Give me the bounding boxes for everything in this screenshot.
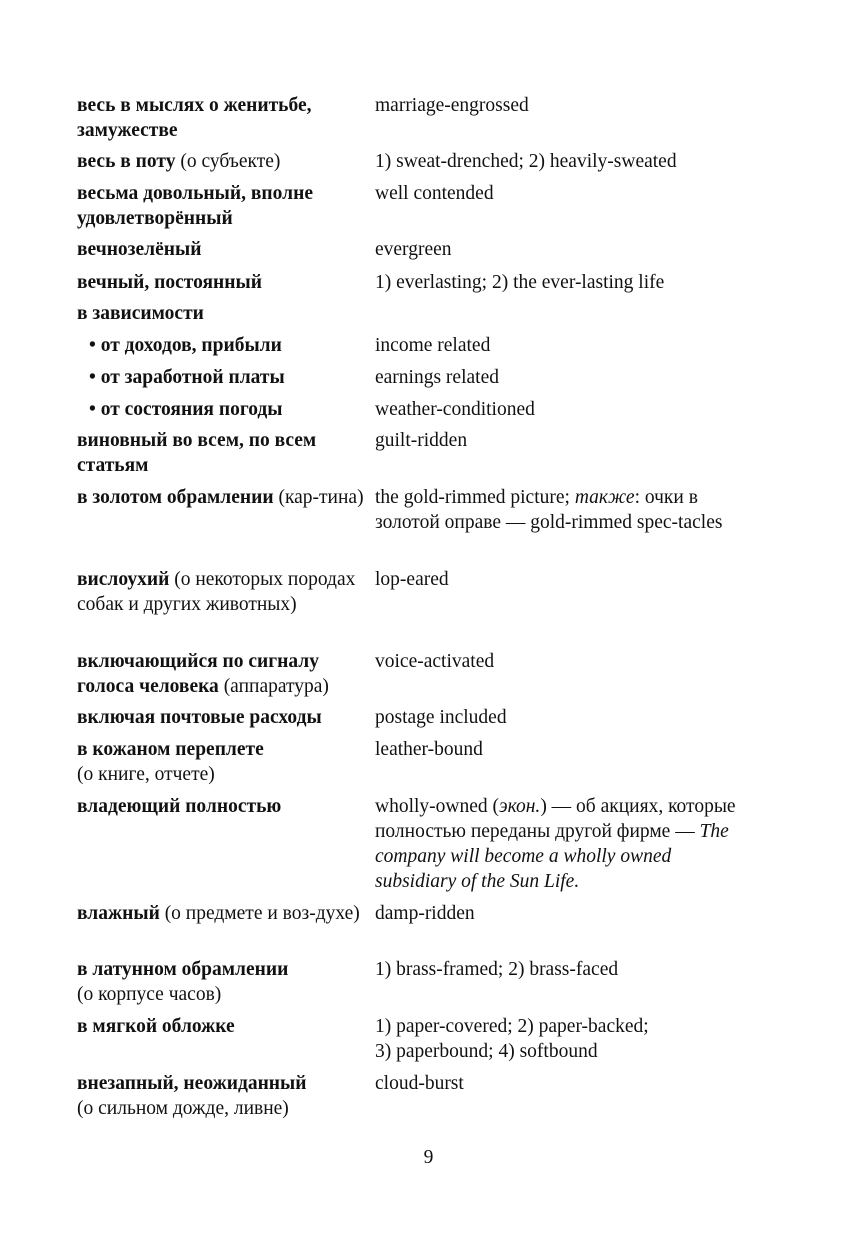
entry-translation: 1) brass-framed; 2) brass-faced: [375, 959, 619, 980]
entry-translation: weather-conditioned: [375, 399, 535, 420]
entry-term: в золотом обрамлении (кар-тина): [77, 487, 364, 508]
entry-term: вечный, постоянный: [77, 272, 262, 293]
entry-translation: postage included: [375, 707, 507, 728]
entry-term: в мягкой обложке: [77, 1016, 235, 1037]
entry-term: весь в поту (о субъекте): [77, 151, 281, 172]
entry-term: вечнозелёный: [77, 239, 202, 260]
entry-translation: guilt-ridden: [375, 430, 468, 451]
entry-subterm: • от доходов, прибыли: [89, 335, 282, 356]
entry-translation: 1) everlasting; 2) the ever-lasting life: [375, 272, 665, 293]
entry-translation: the gold-rimmed picture; также: очки в золотой оправе — gold-rimmed spec-tacles: [375, 487, 723, 533]
entry-subterm: • от заработной платы: [89, 367, 285, 388]
entry-translation: marriage-engrossed: [375, 95, 529, 116]
entry-translation: voice-activated: [375, 651, 495, 672]
entry-term: в латунном обрамлении (о корпусе часов): [77, 959, 289, 1005]
entry-term: в кожаном переплете (о книге, отчете): [77, 739, 264, 785]
entry-translation: earnings related: [375, 367, 499, 388]
entry-term: весь в мыслях о женитьбе, замужестве: [77, 95, 312, 141]
entry-subterm: • от состояния погоды: [89, 399, 283, 420]
entry-term: в зависимости: [77, 303, 204, 324]
entry-term: весьма довольный, вполне удовлетворённый: [77, 183, 313, 229]
entry-translation: income related: [375, 335, 491, 356]
entry-translation: leather-bound: [375, 739, 483, 760]
entry-term: влажный (о предмете и воз-духе): [77, 903, 360, 924]
entry-term: внезапный, неожиданный (о сильном дожде, ливне): [77, 1073, 307, 1119]
entry-term: виновный во всем, по всем статьям: [77, 430, 317, 476]
entry-term: включая почтовые расходы: [77, 707, 322, 728]
entry-translation: cloud-burst: [375, 1073, 464, 1094]
entry-term: вислоухий (о некоторых породах собак и других животных): [77, 569, 356, 615]
entry-translation: 1) sweat-drenched; 2) heavily-sweated: [375, 151, 677, 172]
entry-translation: 1) paper-covered; 2) paper-backed; 3) paperbound; 4) softbound: [375, 1016, 649, 1062]
entry-translation: damp-ridden: [375, 903, 475, 924]
entry-translation: evergreen: [375, 239, 452, 260]
entry-translation: lop-eared: [375, 569, 449, 590]
entry-term: включающийся по сигналу голоса человека (аппаратура): [77, 651, 329, 697]
page-number: 9: [423, 1147, 434, 1168]
entry-translation: wholly-owned (экон.) — об акциях, которые полностью переданы другой фирме — The company will become a wholly owned subsidiary of the Sun Life.: [375, 796, 736, 892]
entry-translation: well contended: [375, 183, 494, 204]
entry-term: владеющий полностью: [77, 796, 282, 817]
